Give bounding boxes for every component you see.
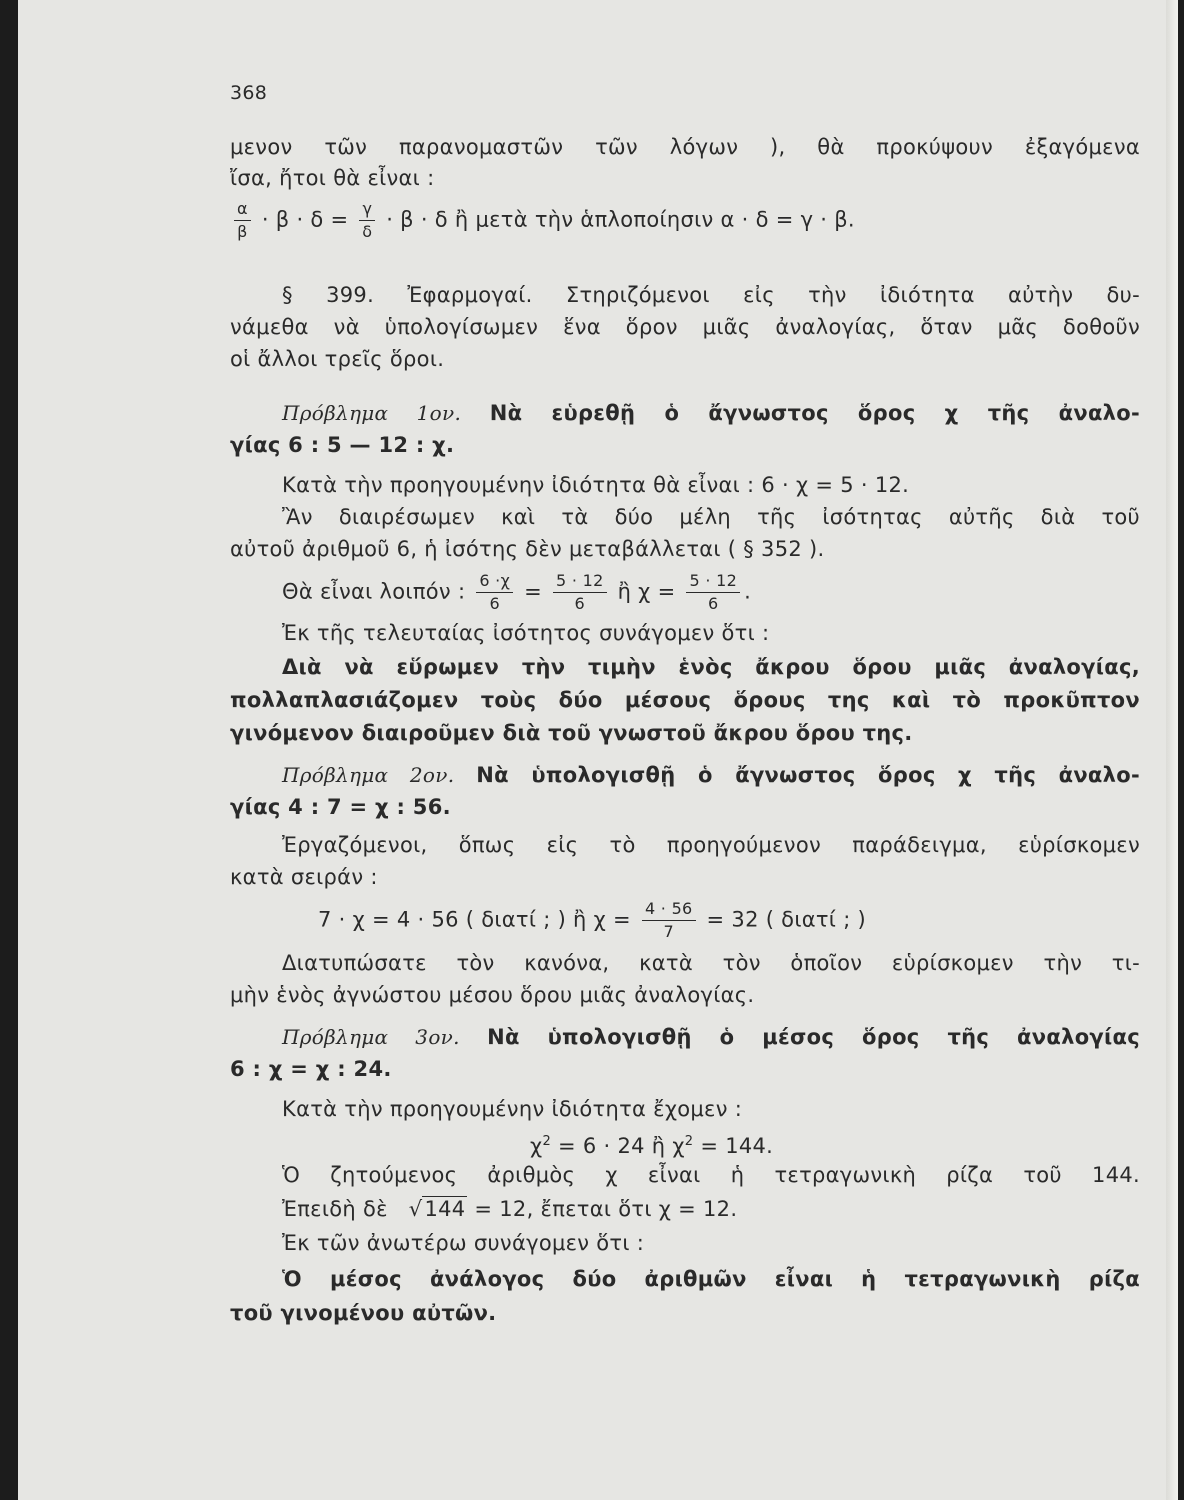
page-edge <box>1166 0 1178 1500</box>
problem-2-heading: Πρόβλημα 2ον. Νὰ ὑπολογισθῇ ὁ ἄγνωστος ὅρος χ τῆς ἀναλο- <box>282 763 1140 787</box>
section-number: § 399. <box>282 283 375 307</box>
rule-line: τοῦ γινομένου αὐτῶν. <box>230 1301 497 1325</box>
text-line: Ἂν διαιρέσωμεν καὶ τὰ δύο μέλη τῆς ἰσότητας αὐτῆς διὰ τοῦ <box>282 505 1140 529</box>
rule-line: γινόμενον διαιροῦμεν διὰ τοῦ γνωστοῦ ἄκρου ὅρου της. <box>230 721 913 745</box>
text-line: ἴσα, ἤτοι θὰ εἶναι : <box>230 166 435 190</box>
fraction: $\frac{5 \cdot 12}{6}$ <box>686 570 740 615</box>
square-root-sign: √ <box>408 1197 423 1221</box>
rule-line: Διὰ νὰ εὕρωμεν τὴν τιμὴν ἑνὸς ἄκρου ὅρου μιᾶς ἀναλογίας, <box>282 655 1140 679</box>
text-line: κατὰ σειράν : <box>230 865 378 889</box>
text-line: Ὁ ζητούμενος ἀριθμὸς χ εἶναι ἡ τετραγωνικὴ ρίζα τοῦ 144. <box>282 1163 1140 1187</box>
text-line: Κατὰ τὴν προηγουμένην ἰδιότητα θὰ εἶναι : 6 · χ = 5 · 12. <box>282 473 910 497</box>
text-line: Διατυπώσατε τὸν κανόνα, κατὰ τὸν ὁποῖον εὑρίσκομεν τὴν τι- <box>282 951 1140 975</box>
fraction: $\frac{\gamma}{\delta}$ <box>359 198 375 243</box>
formula-line: 7 · χ = 4 · 56 ( διατί ; ) ἢ χ = $\frac{4 \cdot 56}{7}$ = 32 ( διατί ; ) <box>318 899 867 941</box>
text-line: μὴν ἑνὸς ἀγνώστου μέσου ὅρου μιᾶς ἀναλογίας. <box>230 983 755 1007</box>
fraction: $\frac{\alpha}{\beta}$ <box>234 198 251 243</box>
text-line: μενον τῶν παρανομαστῶν τῶν λόγων ), θὰ προκύψουν ἐξαγόμενα <box>230 135 1140 159</box>
text-line: αὐτοῦ ἀριθμοῦ 6, ἡ ἰσότης δὲν μεταβάλλεται ( § 352 ). <box>230 537 825 561</box>
problem-3-heading: Πρόβλημα 3ον. Νὰ ὑπολογισθῇ ὁ μέσος ὅρος τῆς ἀναλογίας <box>282 1025 1140 1049</box>
formula-line: $\chi^2 = 6 \cdot 24$ ἢ $\chi^2 = 144$. <box>530 1134 774 1158</box>
text-line: νάμεθα νὰ ὑπολογίσωμεν ἕνα ὅρον μιᾶς ἀναλογίας, ὅταν μᾶς δοθοῦν <box>230 315 1140 339</box>
text-line: Ἐργαζόμενοι, ὅπως εἰς τὸ προηγούμενον παράδειγμα, εὑρίσκομεν <box>282 833 1140 857</box>
fraction: $\frac{5 \cdot 12}{6}$ <box>553 570 607 615</box>
section-heading-line: § 399. Ἐφαρμογαί. Στηριζόμενοι εἰς τὴν ἰδιότητα αὐτὴν δυ- <box>282 283 1141 307</box>
text-line: οἱ ἄλλοι τρεῖς ὅροι. <box>230 347 445 371</box>
fraction: $\frac{4 \cdot 56}{7}$ <box>642 898 696 943</box>
problem-label: Πρόβλημα 2ον. <box>282 763 455 787</box>
text-line: Ἐκ τῆς τελευταίας ἰσότητος συνάγομεν ὅτι : <box>282 621 770 645</box>
rule-line: Ὁ μέσος ἀνάλογος δύο ἀριθμῶν εἶναι ἡ τετραγωνικὴ ρίζα <box>282 1267 1140 1291</box>
page-number: 368 <box>230 82 268 104</box>
problem-2-statement: γίας 4 : 7 = χ : 56. <box>230 795 451 819</box>
text-line: Ἐπειδὴ δὲ √144 = 12, ἔπεται ὅτι χ = 12. <box>282 1197 738 1221</box>
formula-line: $\frac{\alpha}{\beta}$ · β · δ = $\frac{\gamma}{\delta}$ · β · δ ἢ μετὰ τὴν ἁπλοποίησιν α · δ = γ · β. <box>230 198 1140 243</box>
text-line: Κατὰ τὴν προηγουμένην ἰδιότητα ἔχομεν : <box>282 1097 743 1121</box>
radicand: 144 <box>424 1197 466 1221</box>
formula-line: Θὰ εἶναι λοιπόν : $\frac{6 \cdot\chi}{6}$ = $\frac{5 \cdot 12}{6}$ ἢ χ = $\frac{5 \cdot 12}{6}$ . <box>282 571 752 613</box>
book-page <box>18 0 1178 1500</box>
problem-1-heading: Πρόβλημα 1ον. Νὰ εὑρεθῇ ὁ ἄγνωστος ὅρος χ τῆς ἀναλο- <box>282 401 1140 425</box>
fraction: $\frac{6 \cdot\chi}{6}$ <box>476 570 513 615</box>
problem-label: Πρόβλημα 1ον. <box>282 401 462 425</box>
problem-1-statement: γίας 6 : 5 — 12 : χ. <box>230 433 455 457</box>
problem-3-statement: 6 : χ = χ : 24. <box>230 1057 392 1081</box>
text-line: Ἐκ τῶν ἀνωτέρω συνάγομεν ὅτι : <box>282 1231 645 1255</box>
problem-label: Πρόβλημα 3ον. <box>282 1025 460 1049</box>
rule-line: πολλαπλασιάζομεν τοὺς δύο μέσους ὅρους της καὶ τὸ προκῦπτον <box>230 688 1140 712</box>
section-title: Ἐφαρμογαί. <box>407 283 533 307</box>
